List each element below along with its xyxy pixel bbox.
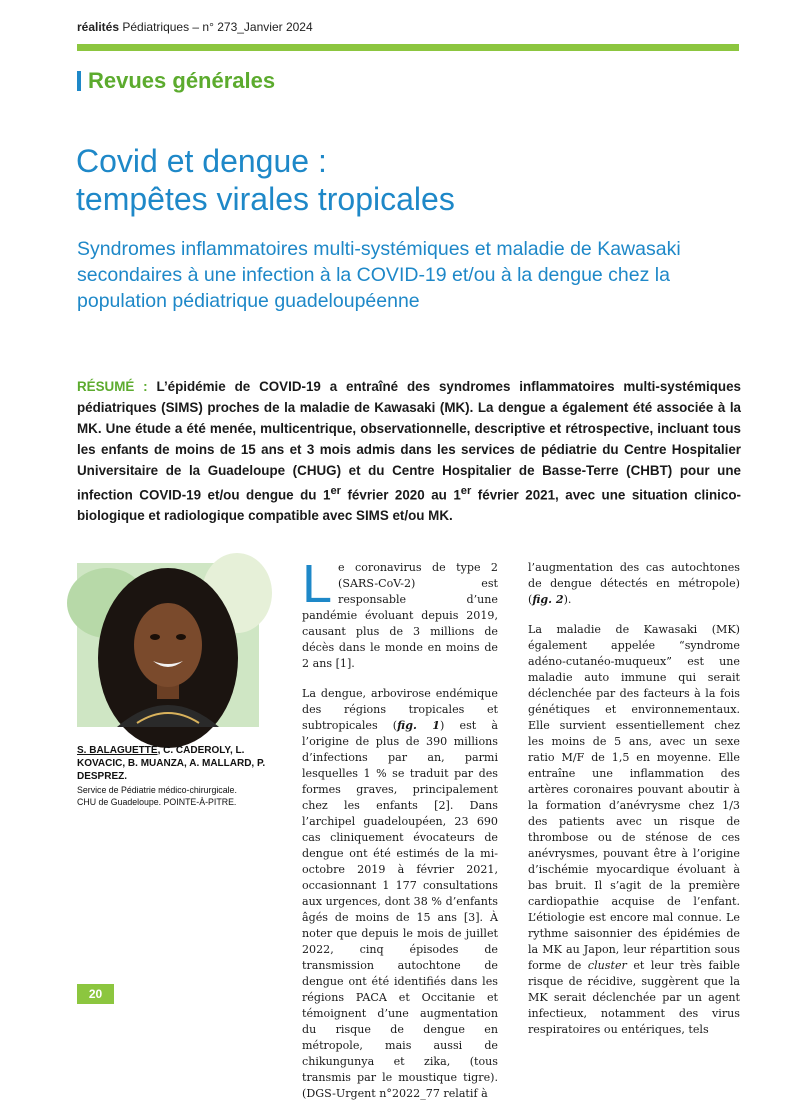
body-column-2 <box>528 560 740 1052</box>
co-authors: , C. CADEROLY, L. KOVACIC, B. MUANZA, A. MALLARD, P. DESPREZ. <box>77 745 266 782</box>
author-photo <box>77 563 259 727</box>
author-list <box>77 744 277 783</box>
lead-author: S. BALAGUETTE <box>77 745 158 756</box>
body-paragraph <box>528 622 740 1038</box>
paragraph-text: e coronavirus de type 2 (SARS-CoV-2) est responsable d’une pandémie évoluant depuis 2019, causant plus de 3 millions de décès dans le monde en moins de 2 ans [1]. <box>302 561 498 670</box>
paragraph-text: ). <box>563 593 572 606</box>
running-head <box>77 20 313 34</box>
ordinal-sup: er <box>460 485 472 497</box>
body-paragraph <box>528 560 740 608</box>
body-paragraph <box>302 686 498 1102</box>
journal-issue: Pédiatriques – n° 273_Janvier 2024 <box>122 20 313 34</box>
author-portrait-illustration <box>77 563 259 727</box>
paragraph-text: La maladie de Kawasaki (MK) également appelée “syndrome adéno-cutanéo-muqueux” est une maladie auto immune qui serait déclenchée par des facteurs à la fois génétiques et environnementaux. Elle survient essentiellement chez les moins de 5 ans, avec un sexe ratio M/F de 1,5 en moyenne. Elle entraîne une inflammation des artères coronaires pouvant aboutir à la formation d’anévrysme chez 1/3 des patients avec un risque de thrombose ou de sténose de ces anévrysmes, pouvant être à l’origine d’ischémie myocardique évoluant à bas bruit. Il s’agit de la première cardiopathie acquise de l’enfant. L’étiologie est encore mal connue. Le rythme saisonnier des épidémies de la MK au Japon, leur répartition sous forme de <box>528 623 740 972</box>
section-marker <box>77 71 81 91</box>
section-label: Revues générales <box>88 68 276 93</box>
paragraph-text: La dengue, arbovirose endémique des régions tropicales et subtropicales ( <box>302 687 498 732</box>
ordinal-sup: er <box>330 485 341 497</box>
affiliation-line-2: CHU de Guadeloupe. POINTE-À-PITRE. <box>77 797 237 807</box>
article-subtitle: Syndromes inflammatoires multi-systémiques et maladie de Kawasaki secondaires à une infection à la COVID-19 et/ou à la dengue chez la population pédiatrique guadeloupéenne <box>77 238 681 312</box>
header-rule <box>77 44 739 51</box>
author-affiliation <box>77 784 287 808</box>
paragraph-text: ) est à l’origine de plus de 390 millions d’infections par an, parmi lesquelles 1 % se traduit par des formes graves, principalement chez les enfants [2]. Dans l’archipel guadeloupéen, 23 690 cas cliniquement évocateurs de dengue ont été estimés de la mi-octobre 2019 à février 2021, occasionnant 1 177 consultations aux urgences, dont 38 % d’enfants âgés de moins de 15 ans [3]. À noter que depuis le mois de juillet 2022, cinq épisodes de transmission autochtone de dengue ont été identifiés dans les régions PACA et Occitanie et témoignent d’une augmentation du risque de dengue en métropole, mais aussi de chikungunya et zika, (tous transmis par le moustique tigre). (DGS-Urgent n°2022_77 relatif à <box>302 719 498 1100</box>
affiliation-line-1: Service de Pédiatrie médico-chirurgicale. <box>77 785 237 795</box>
article-title <box>76 142 455 218</box>
body-paragraph <box>302 554 498 672</box>
section-heading <box>77 68 275 94</box>
figure-ref: fig. 2 <box>532 593 564 606</box>
title-line-2: tempêtes virales tropicales <box>76 181 455 217</box>
title-line-1: Covid et dengue : <box>76 143 327 179</box>
abstract <box>77 376 741 526</box>
journal-brand: réalités <box>77 20 120 34</box>
figure-ref: fig. 1 <box>397 719 441 732</box>
abstract-label: RÉSUMÉ : <box>77 379 148 394</box>
paragraph-text: l’augmentation des cas autochtones de dengue détectés en métropole) ( <box>528 561 740 606</box>
abstract-text: février 2021, avec une situation clinico-biologique et radiologique compatible avec SIMS et/ou MK. <box>77 487 741 524</box>
paragraph-text: et leur très faible risque de récidive, suggèrent que la MK serait déclenchée par un agent infectieux, notamment des virus respiratoires ou entériques, tels <box>528 959 740 1036</box>
abstract-text: L’épidémie de COVID-19 a entraîné des syndromes inflammatoires multi-systémiques pédiatriques (SIMS) proches de la maladie de Kawasaki (MK). La dengue a également été associée à la MK. Une étude a été menée, multicentrique, observationnelle, descriptive et rétrospective, incluant tous les enfants de moins de 15 ans et 3 mois admis dans les services de pédiatrie du Centre Hospitalier Universitaire de la Guadeloupe (CHUG) et du Centre Hospitalier de Basse-Terre (CHBT) pour une infection COVID-19 et/ou dengue du 1 <box>77 379 741 503</box>
italic-term: cluster <box>587 959 627 972</box>
drop-cap: L <box>302 554 333 614</box>
page-number: 20 <box>77 984 114 1004</box>
abstract-text: février 2020 au 1 <box>340 487 461 503</box>
body-column-1 <box>302 554 498 1116</box>
